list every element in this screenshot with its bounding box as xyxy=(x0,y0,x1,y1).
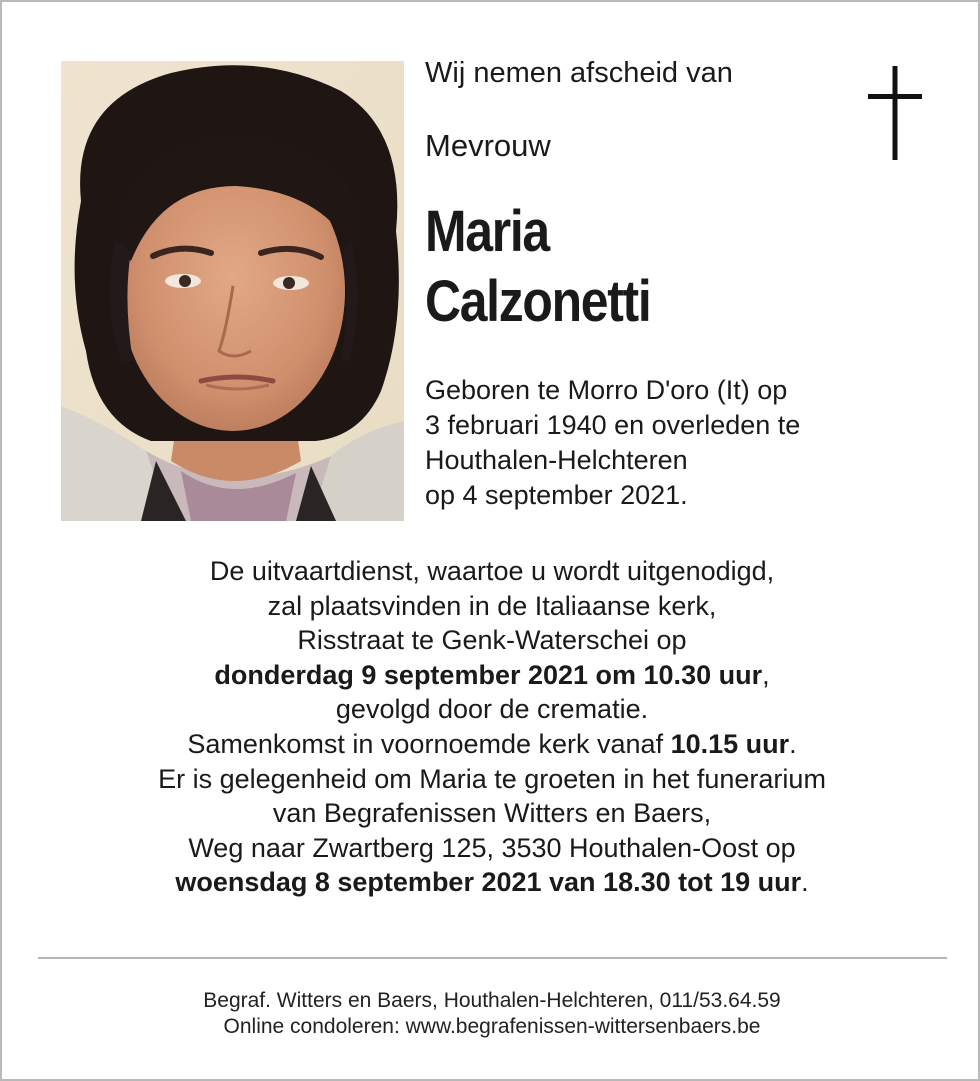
visit-datetime-line xyxy=(62,865,922,900)
bio-line: Geboren te Morro D'oro (It) op xyxy=(425,375,788,405)
last-name: Calzonetti xyxy=(425,269,651,334)
service-line: gevolgd door de crematie. xyxy=(335,694,649,725)
online-condolences: Online condoleren: www.begrafenissen-wittersenbaers.be xyxy=(223,1015,761,1038)
service-line: De uitvaartdienst, waartoe u wordt uitgenodigd, xyxy=(209,556,775,586)
gathering-prefix: Samenkomst in voornoemde kerk vanaf xyxy=(187,728,671,759)
cross-icon xyxy=(868,66,922,160)
intro-text: Wij nemen afscheid van xyxy=(425,57,733,89)
first-name: Maria xyxy=(425,199,549,264)
funeral-home-contact: Begraf. Witters en Baers, Houthalen-Helchteren, 011/53.64.59 xyxy=(203,989,781,1012)
honorific: Mevrouw xyxy=(425,128,551,163)
funeral-suffix: , xyxy=(762,659,770,690)
gathering-line xyxy=(62,727,922,762)
gathering-time: 10.15 uur xyxy=(670,728,790,759)
bio-line: Houthalen-Helchteren xyxy=(425,445,688,475)
visit-suffix: . xyxy=(801,867,809,898)
service-details xyxy=(62,554,922,900)
bio-block xyxy=(425,373,800,513)
service-line: Weg naar Zwartberg 125, 3530 Houthalen-Oost op xyxy=(188,832,796,863)
deceased-name xyxy=(425,197,650,337)
portrait-photo xyxy=(61,61,404,521)
service-line: van Begrafenissen Witters en Baers, xyxy=(272,798,712,829)
funeral-datetime: donderdag 9 september 2021 om 10.30 uur xyxy=(214,659,763,690)
bio-line: 3 februari 1940 en overleden te xyxy=(425,410,801,440)
divider xyxy=(38,957,947,959)
service-line: Risstraat te Genk-Waterschei op xyxy=(297,625,687,656)
service-line: Er is gelegenheid om Maria te groeten in het funerarium xyxy=(158,763,826,794)
funeral-datetime-line xyxy=(62,658,922,693)
service-line: zal plaatsvinden in de Italiaanse kerk, xyxy=(267,590,717,621)
footer xyxy=(62,988,922,1040)
gathering-suffix: . xyxy=(789,728,797,759)
visit-datetime: woensdag 8 september 2021 van 18.30 tot 19 uur xyxy=(175,867,802,898)
bio-line: op 4 september 2021. xyxy=(425,480,688,510)
